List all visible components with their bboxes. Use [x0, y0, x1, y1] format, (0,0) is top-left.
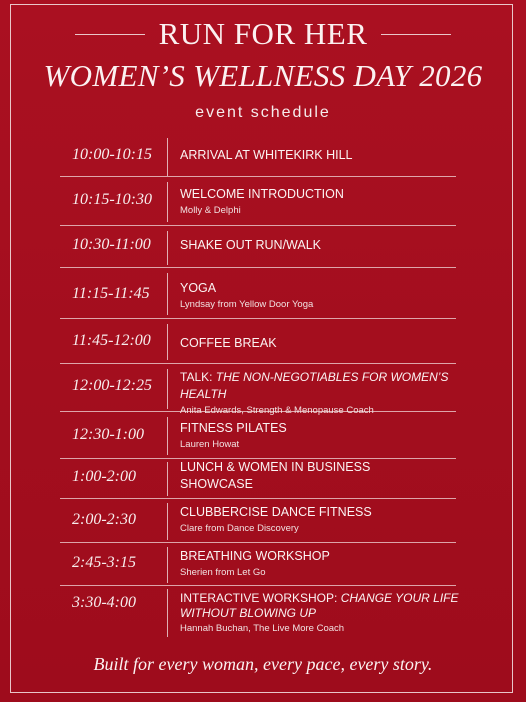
schedule-row: [60, 458, 456, 499]
schedule-text: [180, 280, 460, 311]
schedule-detail: Molly & Delphi: [180, 205, 241, 216]
schedule-activity: FITNESS PILATES: [180, 421, 287, 435]
schedule-row: [60, 498, 456, 543]
schedule-detail: Lyndsay from Yellow Door Yoga: [180, 299, 314, 310]
schedule-text: [180, 369, 470, 417]
schedule-divider: [167, 369, 168, 409]
schedule-divider: [167, 417, 168, 455]
schedule-detail: Anita Edwards, Strength & Menopause Coach: [180, 405, 374, 416]
schedule-row: [60, 585, 459, 641]
schedule-detail: Clare from Dance Discovery: [180, 523, 299, 534]
schedule-activity: SHAKE OUT RUN/WALK: [180, 238, 321, 252]
schedule-divider: [167, 273, 168, 315]
schedule-divider: [167, 182, 168, 222]
schedule-time: 11:45-12:00: [72, 332, 151, 349]
schedule-activity: INTERACTIVE WORKSHOP: CHANGE YOUR LIFE WITHOUT BLOWING UP: [180, 591, 459, 620]
title-right-rule: [381, 34, 451, 35]
schedule-text: [180, 548, 460, 579]
schedule-row: [60, 542, 456, 586]
schedule-row: [60, 318, 456, 364]
schedule-time: 10:00-10:15: [72, 146, 152, 163]
schedule-divider: [167, 503, 168, 540]
schedule-activity: YOGA: [180, 281, 217, 295]
schedule-text: [180, 420, 460, 451]
schedule-row: [60, 411, 456, 459]
schedule-time: 3:30-4:00: [72, 594, 136, 611]
schedule-time: 1:00-2:00: [72, 468, 136, 485]
schedule-row: [60, 267, 456, 319]
schedule-activity-emphasis: CHANGE YOUR LIFE WITHOUT BLOWING UP: [180, 591, 459, 620]
schedule-row: [60, 176, 456, 226]
schedule-activity: LUNCH & WOMEN IN BUSINESS SHOWCASE: [180, 460, 371, 491]
schedule-divider: [167, 138, 168, 176]
schedule-text: [180, 591, 470, 635]
schedule-time: 10:15-10:30: [72, 191, 152, 208]
schedule-activity: COFFEE BREAK: [180, 336, 277, 350]
schedule-time: 12:30-1:00: [72, 426, 144, 443]
schedule-divider: [167, 462, 168, 496]
schedule-time: 11:15-11:45: [72, 285, 150, 302]
schedule-time: 10:30-11:00: [72, 236, 151, 253]
schedule-text: [180, 459, 380, 493]
footer-tagline: Built for every woman, every pace, every story.: [93, 654, 433, 674]
schedule-row: [60, 138, 456, 177]
schedule-row: [60, 225, 456, 268]
schedule-activity: ARRIVAL AT WHITEKIRK HILL: [180, 148, 353, 162]
schedule-divider: [167, 231, 168, 265]
schedule-text: [180, 504, 460, 535]
schedule-divider: [167, 589, 168, 637]
schedule-time: 2:45-3:15: [72, 554, 136, 571]
schedule-text: [180, 237, 460, 254]
schedule-activity: TALK: THE NON-NEGOTIABLES FOR WOMEN’S HEALTH: [180, 370, 449, 401]
title-left-rule: [75, 34, 145, 35]
schedule-row: [60, 363, 456, 416]
event-title: RUN FOR HER: [158, 16, 368, 51]
event-subtitle: WOMEN’S WELLNESS DAY 2026: [43, 58, 483, 93]
schedule-text: [180, 186, 460, 217]
schedule-time: 12:00-12:25: [72, 377, 152, 394]
schedule-activity: CLUBBERCISE DANCE FITNESS: [180, 505, 372, 519]
schedule-detail: Hannah Buchan, The Live More Coach: [180, 623, 345, 634]
schedule-activity: WELCOME INTRODUCTION: [180, 187, 344, 201]
schedule-detail: Lauren Howat: [180, 439, 240, 450]
schedule-label: event schedule: [195, 104, 331, 121]
schedule-activity-emphasis: THE NON-NEGOTIABLES FOR WOMEN’S HEALTH: [180, 370, 449, 401]
schedule-divider: [167, 324, 168, 360]
schedule-activity: BREATHING WORKSHOP: [180, 549, 330, 563]
title-row: [0, 16, 526, 52]
schedule-text: [180, 335, 460, 352]
schedule-divider: [167, 547, 168, 583]
schedule-text: [180, 147, 460, 164]
schedule-time: 2:00-2:30: [72, 511, 136, 528]
schedule-detail: Sherien from Let Go: [180, 567, 266, 578]
